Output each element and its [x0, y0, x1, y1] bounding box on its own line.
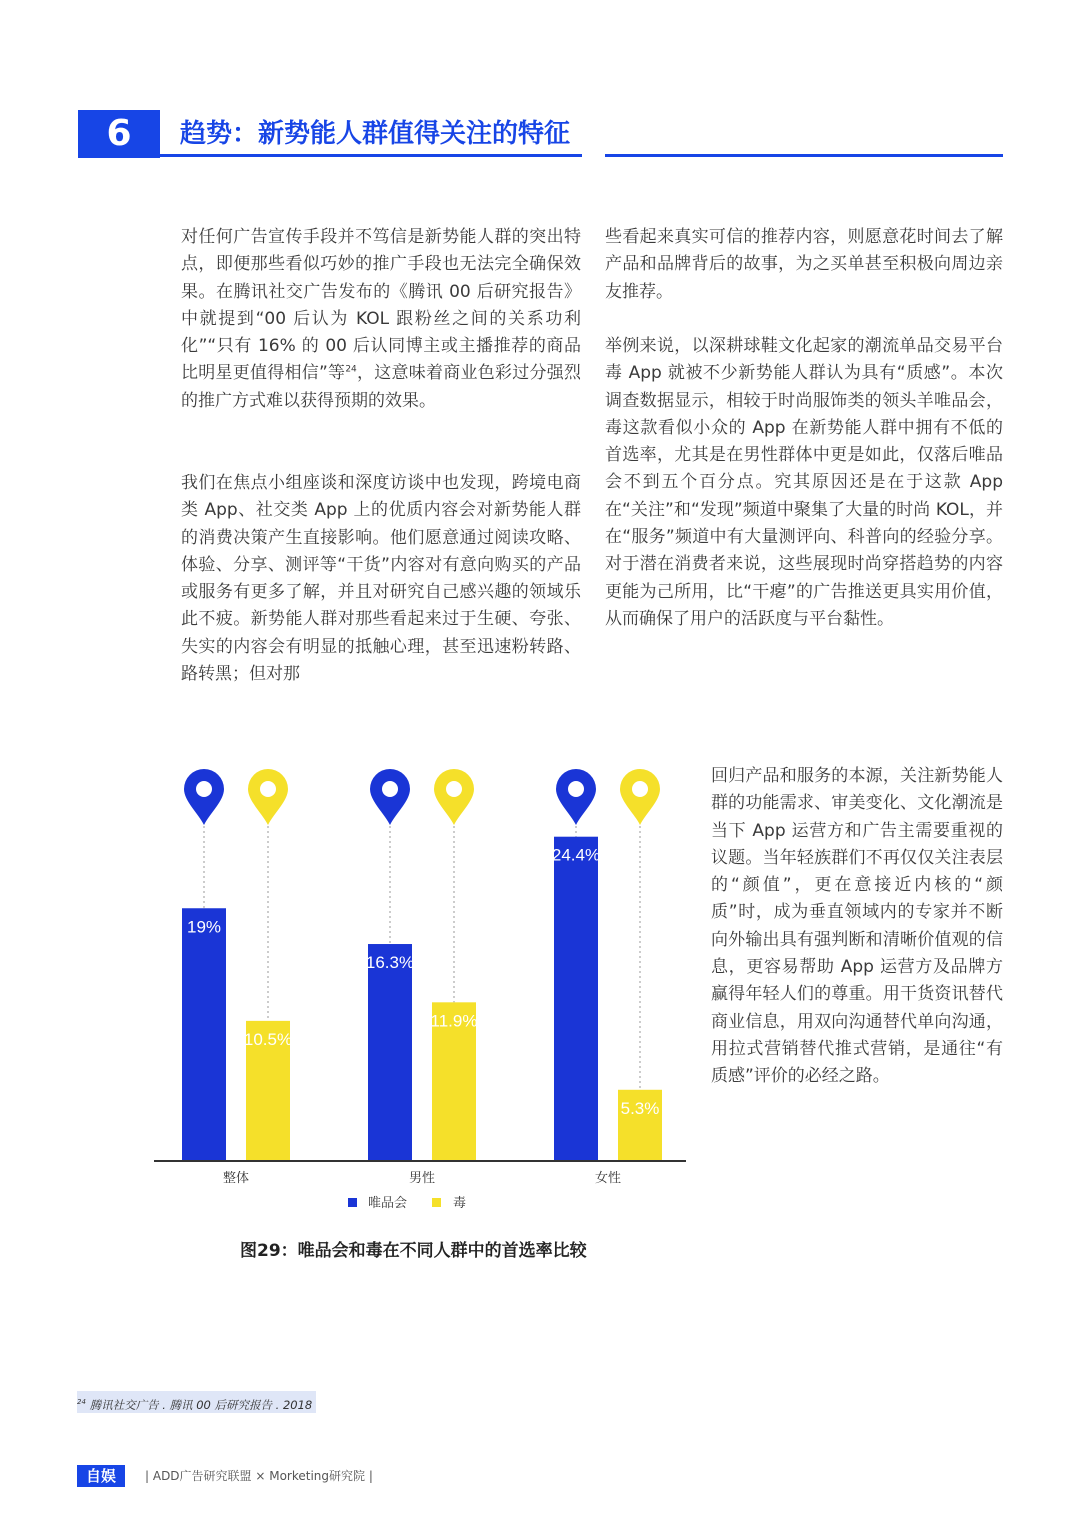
pin-hole — [568, 781, 584, 797]
body-paragraph-4: 举例来说，以深耕球鞋文化起家的潮流单品交易平台毒 App 就被不少新势能人群认为具有“质感”。本次调查数据显示，相较于时尚服饰类的领头羊唯品会，毒这款看似小众的 App 在新势能人群中拥有不低的首选率，尤其是在男性群体中更是如此，仅落后唯品会不到五个百分点。究其原因还是在于这款 App 在“关注”和“发现”频道中聚集了大量的时尚 KOL，并在“服务”频道中有大量测评向、科普向的经验分享。对于潜在消费者来说，这些展现时尚穿搭趋势的内容更能为己所用，比“干瘪”的广告推送更具实用价值，从而确保了用户的活跃度与平台黏性。 — [605, 336, 1003, 629]
bar-value-label: 10.5% — [243, 1029, 293, 1049]
legend-swatch-vipshop — [348, 1198, 357, 1207]
category-label: 男性 — [408, 1171, 436, 1186]
footnote — [77, 1391, 316, 1413]
body-paragraph-2: 我们在焦点小组座谈和深度访谈中也发现，跨境电商类 App、社交类 App 上的优质内容会对新势能人群的消费决策产生直接影响。他们愿意通过阅读攻略、体验、分享、测评等“干货”内容对有意向购买的产品或服务有更多了解，并且对研究自己感兴趣的领域乐此不疲。新势能人群对那些看起来过于生硬、夸张、失实的内容会有明显的抵触心理，甚至迅速粉转路、路转黑；但对那 — [181, 473, 581, 685]
bar-chart — [150, 760, 695, 1225]
footnote-text: 腾讯社交广告 . 腾讯 00 后研究报告 . 2018 — [89, 1397, 313, 1412]
legend-label-vipshop: 唯品会 — [368, 1196, 408, 1211]
pin-hole — [260, 781, 276, 797]
pin-hole — [632, 781, 648, 797]
figure-caption: 图29：唯品会和毒在不同人群中的首选率比较 — [240, 1241, 587, 1261]
pin-hole — [446, 781, 462, 797]
bar-整体-唯品会 — [182, 908, 226, 1160]
footer-credits: | ADD广告研究联盟 × Morketing研究院 | — [145, 1469, 373, 1483]
bar-女性-唯品会 — [551, 837, 601, 1160]
bar-value-label: 11.9% — [430, 1011, 478, 1031]
footnote-ref: 24 — [345, 364, 357, 375]
bar-男性-唯品会 — [365, 944, 415, 1160]
bar-value-label: 24.4% — [551, 845, 601, 865]
bar-value-label: 19% — [186, 917, 222, 937]
body-paragraph-3: 些看起来真实可信的推荐内容，则愿意花时间去了解产品和品牌背后的故事，为之买单甚至积极向周边亲友推荐。 — [605, 227, 1003, 302]
paragraph-text-tail: ，这意味着商业色彩过分强烈的推广方式难以获得预期的效果。 — [181, 363, 582, 411]
pin-hole — [382, 781, 398, 797]
legend-label-du: 毒 — [453, 1196, 467, 1211]
category-label: 整体 — [222, 1171, 250, 1186]
publisher-logo: 自娱 — [77, 1465, 125, 1487]
category-label: 女性 — [594, 1171, 622, 1186]
bar-value-label: 16.3% — [365, 953, 415, 973]
body-paragraph-5: 回归产品和服务的本源，关注新势能人群的功能需求、审美变化、文化潮流是当下 App 运营方和广告主需要重视的议题。当年轻族群们不再仅仅关注表层的“颜值”，更在意接近内核的“颜质”时，成为垂直领域内的专家并不断向外输出具有强判断和清晰价值观的信息，更容易帮助 App 运营方及品牌方赢得年轻人们的尊重。用干货资讯替代商业信息，用双向沟通替代单向沟通，用拉式营销替代推式营销，是通往“有质感”评价的必经之路。 — [711, 766, 1003, 1087]
bar-value-label: 5.3% — [620, 1098, 660, 1118]
section-title: 趋势：新势能人群值得关注的特征 — [180, 119, 571, 149]
pin-hole — [196, 781, 212, 797]
header-rule-right — [605, 154, 1003, 157]
body-paragraph-1 — [181, 224, 581, 415]
paragraph-text: 对任何广告宣传手段并不笃信是新势能人群的突出特点，即便那些看似巧妙的推广手段也无法完全确保效果。在腾讯社交广告发布的《腾讯 00 后研究报告》中就提到“00 后认为 KOL 跟粉丝之间的关系功利化”“只有 16% 的 00 后认同博主或主播推荐的商品比明星更值得相信”等 — [181, 227, 581, 384]
footnote-number: 24 — [77, 1398, 86, 1406]
header-rule-left — [78, 154, 582, 157]
section-number: 6 — [78, 110, 160, 158]
legend-swatch-du — [432, 1198, 441, 1207]
